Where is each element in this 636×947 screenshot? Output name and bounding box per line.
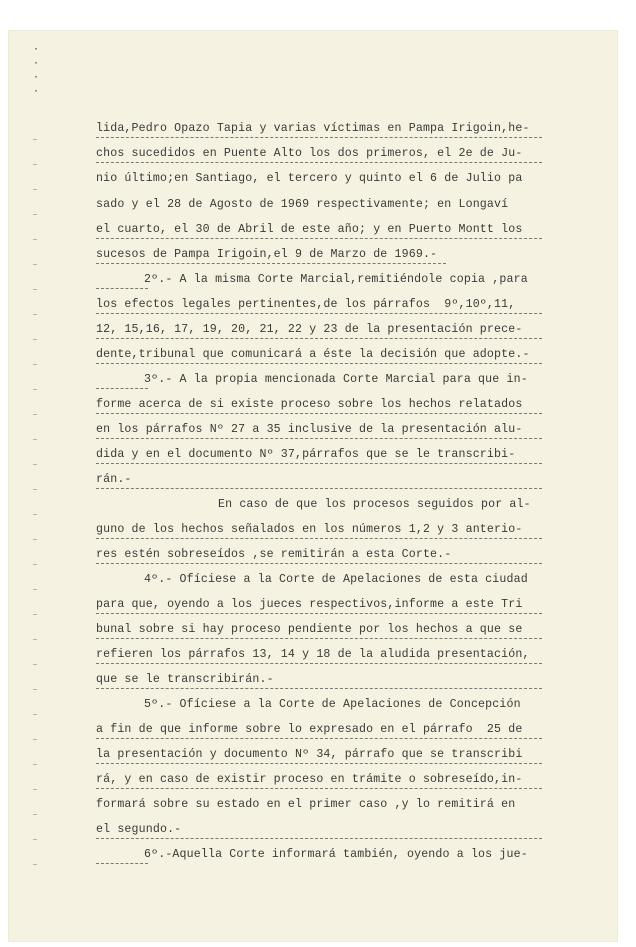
underline-rule bbox=[96, 413, 542, 414]
margin-tick bbox=[33, 864, 37, 865]
margin-tick bbox=[33, 589, 37, 590]
underline-rule bbox=[96, 438, 542, 439]
margin-tick bbox=[33, 214, 37, 215]
margin-tick bbox=[33, 239, 37, 240]
text-line: En caso de que los procesos seguidos por al- bbox=[218, 498, 531, 511]
margin-tick bbox=[33, 814, 37, 815]
text-line: sado y el 28 de Agosto de 1969 respectivamente; en Longaví bbox=[96, 198, 509, 211]
underline-rule bbox=[96, 563, 542, 564]
text-line: 6º.-Aquella Corte informará también, oyendo a los jue- bbox=[144, 848, 528, 861]
text-line: el segundo.- bbox=[96, 823, 182, 836]
text-line: rán.- bbox=[96, 473, 132, 486]
margin-tick bbox=[33, 464, 37, 465]
underline-rule bbox=[96, 488, 542, 489]
text-line: el cuarto, el 30 de Abril de este año; y en Puerto Montt los bbox=[96, 223, 523, 236]
text-line: lida,Pedro Opazo Tapia y varias víctimas en Pampa Irigoin,he- bbox=[96, 122, 530, 135]
text-line: bunal sobre si hay proceso pendiente por los hechos a que se bbox=[96, 623, 523, 636]
margin-tick bbox=[33, 414, 37, 415]
underline-rule bbox=[96, 238, 542, 239]
text-line: a fin de que informe sobre lo expresado en el párrafo 25 de bbox=[96, 723, 523, 736]
text-line: guno de los hechos señalados en los números 1,2 y 3 anterio- bbox=[96, 523, 523, 536]
underline-rule bbox=[96, 263, 446, 264]
underline-rule bbox=[96, 288, 148, 289]
underline-rule bbox=[96, 388, 148, 389]
text-line: que se le transcribirán.- bbox=[96, 673, 274, 686]
underline-rule bbox=[96, 863, 148, 864]
underline-rule bbox=[96, 788, 542, 789]
text-line: sucesos de Pampa Irigoin,el 9 de Marzo de 1969.- bbox=[96, 248, 438, 261]
underline-rule bbox=[96, 137, 542, 138]
text-line: 4º.- Ofíciese a la Corte de Apelaciones de esta ciudad bbox=[144, 573, 528, 586]
text-line: forme acerca de si existe proceso sobre los hechos relatados bbox=[96, 398, 523, 411]
margin-tick bbox=[33, 739, 37, 740]
text-line: formará sobre su estado en el primer caso ,y lo remitirá en bbox=[96, 798, 516, 811]
margin-dot: · bbox=[33, 72, 40, 83]
text-line: nio último;en Santiago, el tercero y quinto el 6 de Julio pa bbox=[96, 172, 523, 185]
underline-rule bbox=[96, 763, 542, 764]
margin-dot: · bbox=[33, 58, 40, 69]
margin-tick bbox=[33, 314, 37, 315]
text-line: dente,tribunal que comunicará a éste la decisión que adopte.- bbox=[96, 348, 530, 361]
text-line: res estén sobreseídos ,se remitirán a esta Corte.- bbox=[96, 548, 452, 561]
text-line: 3º.- A la propia mencionada Corte Marcial para que in- bbox=[144, 373, 528, 386]
margin-tick bbox=[33, 564, 37, 565]
margin-tick bbox=[33, 264, 37, 265]
text-line: 5º.- Ofíciese a la Corte de Apelaciones de Concepción bbox=[144, 698, 521, 711]
margin-dot: · bbox=[33, 44, 40, 55]
text-line: en los párrafos Nº 27 a 35 inclusive de la presentación alu- bbox=[96, 423, 523, 436]
underline-rule bbox=[96, 538, 542, 539]
margin-tick bbox=[33, 714, 37, 715]
margin-tick bbox=[33, 789, 37, 790]
text-line: refieren los párrafos 13, 14 y 18 de la aludida presentación, bbox=[96, 648, 530, 661]
text-line: dida y en el documento Nº 37,párrafos que se le transcribi- bbox=[96, 448, 516, 461]
text-line: chos sucedidos en Puente Alto los dos primeros, el 2e de Ju- bbox=[96, 147, 523, 160]
underline-rule bbox=[96, 663, 542, 664]
text-line: 12, 15,16, 17, 19, 20, 21, 22 y 23 de la presentación prece- bbox=[96, 323, 523, 336]
margin-dot: · bbox=[33, 86, 40, 97]
underline-rule bbox=[96, 313, 542, 314]
margin-tick bbox=[33, 614, 37, 615]
underline-rule bbox=[96, 338, 542, 339]
margin-tick bbox=[33, 489, 37, 490]
text-line: rá, y en caso de existir proceso en trámite o sobreseído,in- bbox=[96, 773, 523, 786]
margin-tick bbox=[33, 764, 37, 765]
text-line: los efectos legales pertinentes,de los párrafos 9º,10º,11, bbox=[96, 298, 516, 311]
text-line: 2º.- A la misma Corte Marcial,remitiéndole copia ,para bbox=[144, 273, 528, 286]
margin-tick bbox=[33, 389, 37, 390]
margin-tick bbox=[33, 514, 37, 515]
margin-tick bbox=[33, 289, 37, 290]
margin-tick bbox=[33, 664, 37, 665]
underline-rule bbox=[96, 638, 542, 639]
margin-tick bbox=[33, 164, 37, 165]
margin-tick bbox=[33, 639, 37, 640]
margin-tick bbox=[33, 364, 37, 365]
margin-tick bbox=[33, 439, 37, 440]
margin-tick bbox=[33, 139, 37, 140]
margin-tick bbox=[33, 839, 37, 840]
margin-tick bbox=[33, 539, 37, 540]
underline-rule bbox=[96, 613, 542, 614]
text-line: la presentación y documento Nº 34, párrafo que se transcribi bbox=[96, 748, 523, 761]
underline-rule bbox=[96, 838, 542, 839]
underline-rule bbox=[96, 738, 542, 739]
underline-rule bbox=[96, 363, 542, 364]
margin-tick bbox=[33, 189, 37, 190]
underline-rule bbox=[96, 688, 542, 689]
margin-tick bbox=[33, 689, 37, 690]
margin-tick bbox=[33, 339, 37, 340]
underline-rule bbox=[96, 463, 542, 464]
underline-rule bbox=[96, 162, 542, 163]
text-line: para que, oyendo a los jueces respectivos,informe a este Tri bbox=[96, 598, 523, 611]
